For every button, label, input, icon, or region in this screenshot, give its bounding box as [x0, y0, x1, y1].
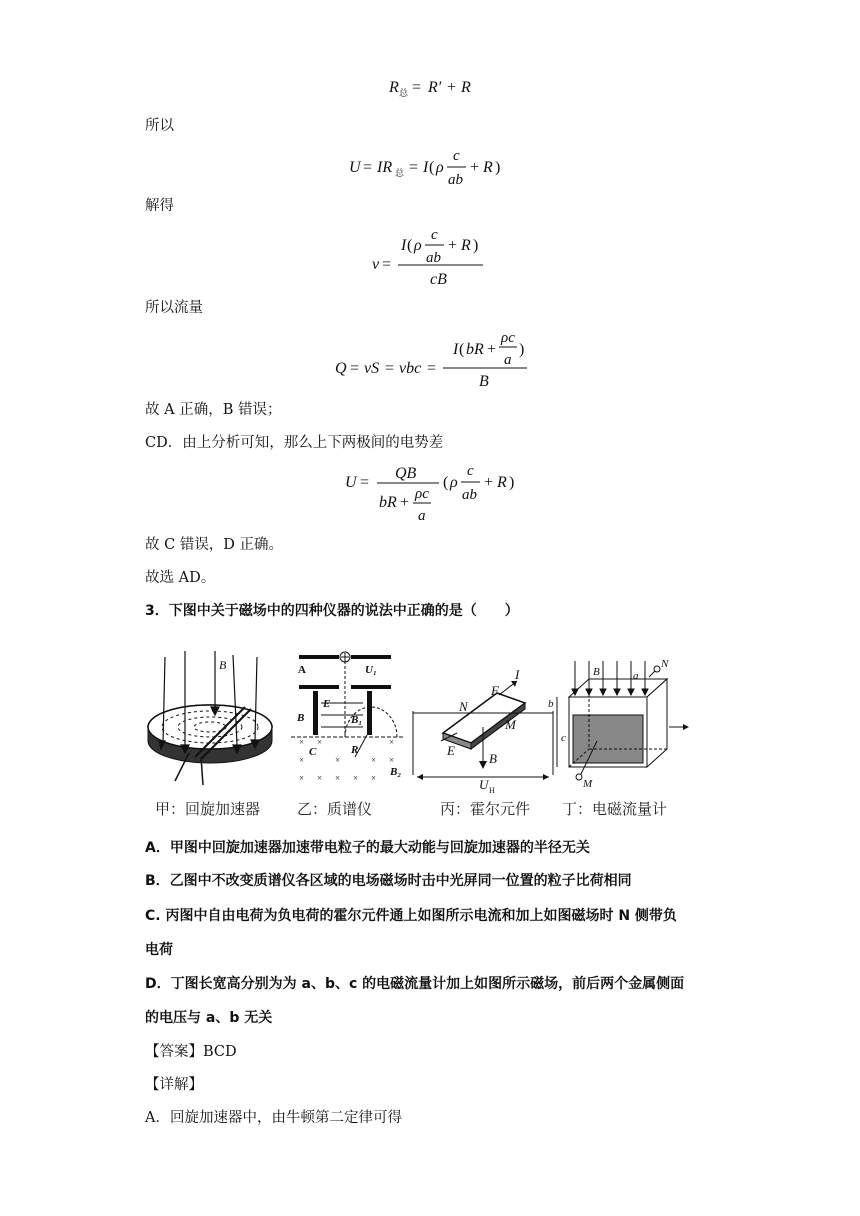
svg-text:+: + — [484, 474, 494, 491]
svg-text:c: c — [561, 732, 566, 744]
svg-text:×: × — [335, 773, 341, 783]
svg-text:a: a — [504, 352, 512, 368]
svg-text:B₂: B₂ — [390, 766, 402, 778]
svg-text:): ) — [509, 474, 515, 491]
svg-text:c: c — [453, 148, 460, 164]
svg-text:M: M — [583, 778, 593, 790]
svg-text:QB: QB — [395, 465, 417, 482]
svg-text:H: H — [489, 786, 495, 795]
detail-a: A．回旋加速器中，由牛顿第二定律可得 — [145, 1110, 402, 1126]
svg-text:=: = — [427, 360, 437, 377]
svg-text:U₁: U₁ — [365, 664, 377, 676]
svg-text:a: a — [418, 508, 426, 524]
mass-spectrometer-diagram — [291, 652, 403, 783]
equation-voltage — [347, 146, 527, 190]
svg-text:cB: cB — [430, 271, 447, 288]
cyclotron-diagram — [148, 651, 272, 785]
caption-hall-element: 丙：霍尔元件 — [440, 800, 531, 818]
equation-total-resistance — [385, 74, 495, 100]
text-conclusion-ab: 故 A 正确，B 错误； — [145, 402, 282, 418]
svg-text:vbc: vbc — [399, 360, 422, 377]
svg-text:bR: bR — [466, 341, 484, 358]
svg-text:×: × — [317, 737, 323, 747]
svg-text:=: = — [363, 159, 373, 176]
text-conclusion-cd: 故 C 错误，D 正确。 — [145, 537, 284, 553]
svg-text:E: E — [323, 698, 331, 710]
svg-text:N: N — [661, 658, 669, 670]
svg-text:B: B — [593, 666, 600, 678]
equation-potential-difference — [343, 462, 523, 528]
caption-cyclotron: 甲：回旋加速器 — [155, 800, 261, 818]
svg-text:(: ( — [429, 159, 435, 176]
option-c-line1: C. 丙图中自由电荷为负电荷的霍尔元件通上如图所示电流和加上如图磁场时 N 侧带负 — [145, 908, 677, 924]
svg-text:ab: ab — [462, 487, 477, 503]
svg-text:R: R — [389, 79, 399, 96]
equation-velocity — [370, 226, 500, 292]
svg-text:+: + — [487, 341, 497, 358]
answer-line — [145, 1042, 237, 1062]
svg-text:+: + — [470, 159, 480, 176]
svg-text:a: a — [633, 670, 639, 682]
svg-text:ρc: ρc — [415, 486, 429, 502]
svg-text:×: × — [317, 773, 323, 783]
svg-text:B₁: B₁ — [351, 714, 363, 726]
text-suoyi-liuliang: 所以流量 — [145, 300, 203, 316]
svg-text:=: = — [382, 256, 392, 273]
svg-text:U: U — [349, 159, 361, 176]
svg-text:B: B — [479, 373, 489, 390]
answer-label: 【答案】 — [145, 1044, 203, 1060]
option-a: A．甲图中回旋加速器加速带电粒子的最大动能与回旋加速器的半径无关 — [145, 840, 590, 856]
text-answer-prev: 故选 AD。 — [145, 570, 216, 586]
svg-text:R: R — [483, 159, 493, 176]
svg-text:总: 总 — [399, 88, 409, 98]
svg-text:=: = — [412, 79, 422, 96]
svg-text:I: I — [515, 667, 520, 682]
svg-text:U: U — [345, 474, 357, 491]
svg-text:ρ: ρ — [414, 237, 422, 254]
text-suoyi: 所以 — [145, 118, 174, 134]
svg-text:R: R — [461, 79, 471, 96]
svg-text:M: M — [505, 717, 516, 732]
svg-text:=: = — [385, 360, 395, 377]
svg-text:B: B — [219, 658, 227, 672]
svg-text:): ) — [519, 341, 525, 358]
option-c-line2: 电荷 — [145, 942, 173, 958]
svg-text:): ) — [473, 237, 479, 254]
text-jiede: 解得 — [145, 198, 174, 214]
instruments-figure — [145, 645, 705, 795]
caption-mass-spectrometer: 乙：质谱仪 — [297, 800, 373, 818]
svg-text:×: × — [299, 773, 305, 783]
svg-text:=: = — [409, 159, 419, 176]
svg-text:): ) — [495, 159, 501, 176]
svg-text:Q: Q — [335, 360, 347, 377]
svg-text:(: ( — [407, 237, 413, 254]
detail-label: 【详解】 — [145, 1077, 203, 1093]
hall-element-diagram — [413, 667, 553, 795]
option-d-line1: D．丁图长宽高分别为为 a、b、c 的电磁流量计加上如图所示磁场，前后两个金属侧面 — [145, 976, 685, 992]
svg-text:E: E — [447, 743, 455, 758]
flowmeter-diagram — [548, 658, 689, 790]
svg-text:=: = — [350, 360, 360, 377]
svg-text:×: × — [335, 755, 341, 765]
svg-text:×: × — [299, 737, 305, 747]
svg-text:U: U — [479, 777, 489, 792]
caption-flowmeter: 丁：电磁流量计 — [562, 800, 668, 818]
svg-text:×: × — [389, 737, 395, 747]
svg-text:ab: ab — [426, 250, 441, 266]
svg-text:v: v — [372, 256, 380, 273]
svg-text:R: R — [351, 744, 359, 756]
svg-text:=: = — [360, 474, 370, 491]
svg-text:IR: IR — [377, 159, 393, 176]
svg-text:b: b — [548, 698, 554, 710]
svg-text:ab: ab — [448, 172, 463, 188]
svg-text:+: + — [400, 494, 410, 511]
svg-text:ρc: ρc — [501, 330, 515, 346]
svg-text:(: ( — [459, 341, 465, 358]
svg-text:A: A — [298, 664, 306, 676]
svg-text:×: × — [299, 755, 305, 765]
svg-text:+: + — [447, 79, 457, 96]
svg-text:ρ: ρ — [450, 474, 458, 491]
svg-text:F: F — [491, 683, 499, 698]
svg-text:×: × — [353, 773, 359, 783]
svg-text:ρ: ρ — [436, 159, 444, 176]
svg-text:+: + — [448, 237, 458, 254]
svg-text:总: 总 — [395, 168, 405, 178]
svg-text:R: R — [461, 237, 471, 254]
svg-text:×: × — [371, 755, 377, 765]
svg-text:×: × — [389, 755, 395, 765]
svg-text:R′: R′ — [428, 79, 442, 96]
svg-text:c: c — [431, 227, 438, 243]
svg-text:I: I — [401, 237, 407, 254]
equation-flow-rate — [333, 328, 533, 390]
svg-text:bR: bR — [379, 494, 397, 511]
svg-text:R: R — [497, 474, 507, 491]
svg-text:c: c — [467, 463, 474, 479]
svg-text:vS: vS — [364, 360, 380, 377]
svg-text:(: ( — [443, 474, 449, 491]
answer-value: BCD — [203, 1044, 237, 1060]
svg-text:B: B — [489, 751, 497, 766]
text-cd-intro: CD．由上分析可知，那么上下两极间的电势差 — [145, 435, 444, 451]
svg-text:×: × — [371, 773, 377, 783]
option-d-line2: 的电压与 a、b 无关 — [145, 1010, 273, 1026]
question-3-title: 3．下图中关于磁场中的四种仪器的说法中正确的是（ ） — [145, 603, 519, 619]
svg-text:I: I — [453, 341, 459, 358]
option-b: B．乙图中不改变质谱仪各区域的电场磁场时击中光屏同一位置的粒子比荷相同 — [145, 873, 632, 889]
svg-text:C: C — [309, 746, 317, 758]
svg-text:B: B — [297, 712, 305, 724]
svg-text:N: N — [459, 699, 468, 714]
svg-text:I: I — [423, 159, 429, 176]
